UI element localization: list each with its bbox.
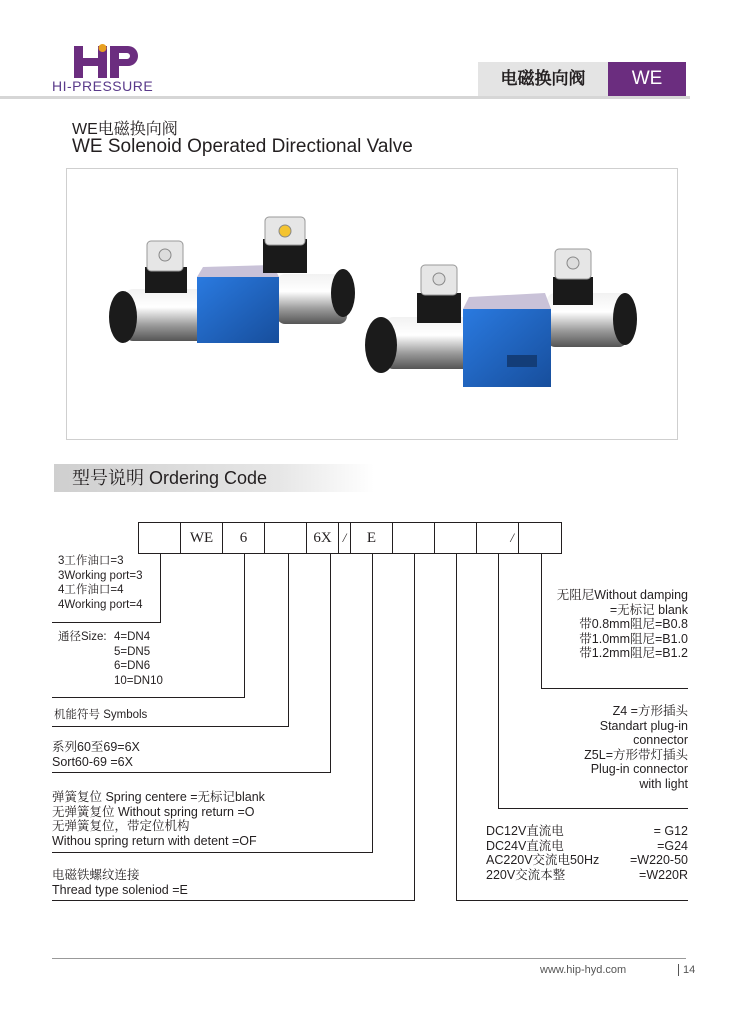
- page-title-en: WE Solenoid Operated Directional Valve: [72, 136, 413, 157]
- leader-thread-v: [414, 553, 415, 901]
- valve-illustration: [67, 169, 677, 439]
- code-cell-series: 6X: [307, 523, 339, 553]
- logo-text: HI-PRESSURE: [52, 78, 154, 94]
- code-cell-connector: [435, 523, 477, 553]
- voltage-row: 220V交流本整 =W220R: [486, 867, 688, 882]
- size-label: 通径Size:: [58, 631, 107, 643]
- leader-spring-h: [52, 852, 373, 853]
- voltage-row: AC220V交流电50Hz =W220-50: [486, 853, 688, 867]
- leader-spring-v: [372, 553, 373, 853]
- damping-note: 无阻尼Without damping =无标记 blank 带0.8mm阻尼=B0.8 带1.0mm阻尼=B1.0 带1.2mm阻尼=B1.2: [556, 588, 688, 660]
- code-cell-ports: [139, 523, 181, 553]
- page-title-cn: WE电磁换向阀: [72, 121, 178, 138]
- code-cell-voltage: [393, 523, 435, 553]
- ordering-code-table: [138, 522, 562, 554]
- leader-connector-h: [498, 808, 688, 809]
- leader-symbol-h: [52, 726, 289, 727]
- leader-damping-h: [541, 688, 688, 689]
- voltage-row: DC12V直流电 = G12: [486, 824, 688, 838]
- valve-1: [109, 217, 355, 343]
- footer-rule: [52, 958, 686, 959]
- leader-ports-v: [160, 553, 161, 623]
- leader-connector-v: [498, 553, 499, 809]
- leader-voltage-v: [456, 553, 457, 901]
- header-code-badge: WE: [608, 62, 686, 96]
- ordering-code-title: 型号说明 Ordering Code: [72, 468, 268, 488]
- header-category: 电磁换向阀: [500, 69, 586, 88]
- page-number: 14: [678, 964, 695, 976]
- leader-series-h: [52, 772, 331, 773]
- leader-symbol-v: [288, 553, 289, 727]
- code-cell-solenoid: E: [351, 523, 393, 553]
- leader-damping-v: [541, 553, 542, 689]
- leader-voltage-h: [456, 900, 688, 901]
- voltage-row: DC24V直流电 =G24: [486, 838, 688, 853]
- symbols-note: 机能符号 Symbols: [54, 709, 148, 721]
- product-photo: [66, 168, 678, 440]
- leader-size-v: [244, 553, 245, 698]
- connector-note: Z4 =方形插头 Standart plug-in connector Z5L=方形带灯插头 Plug-in connector with light: [584, 704, 688, 791]
- ports-note: 3工作油口=3 3Working port=3 4工作油口=4 4Working port=4: [58, 555, 143, 611]
- code-cell-symbol: [265, 523, 307, 553]
- code-cell-slash-2: /: [477, 523, 519, 553]
- code-cell-damping: [519, 523, 561, 553]
- code-cell-size: 6: [223, 523, 265, 553]
- leader-size-h: [52, 697, 245, 698]
- header-rule: [0, 96, 690, 99]
- footer-url: www.hip-hyd.com: [540, 964, 627, 976]
- valve-2: [365, 249, 637, 387]
- thread-note: 电磁铁螺纹连接 Thread type soleniod =E: [52, 868, 188, 897]
- leader-thread-h: [52, 900, 415, 901]
- size-values: 4=DN4 5=DN5 6=DN6 10=DN10: [114, 631, 163, 687]
- leader-ports-h: [52, 622, 161, 623]
- code-cell-type: WE: [181, 523, 223, 553]
- voltage-note: [486, 824, 688, 882]
- leader-series-v: [330, 553, 331, 773]
- code-cell-slash-1: /: [339, 523, 351, 553]
- company-logo: [72, 44, 144, 80]
- spring-note: 弹簧复位 Spring centere =无标记blank 无弹簧复位 Without spring return =O 无弹簧复位，带定位机构 Withou spring return with detent =OF: [52, 790, 265, 848]
- series-note: 系列60至69=6X Sort60-69 =6X: [52, 740, 140, 769]
